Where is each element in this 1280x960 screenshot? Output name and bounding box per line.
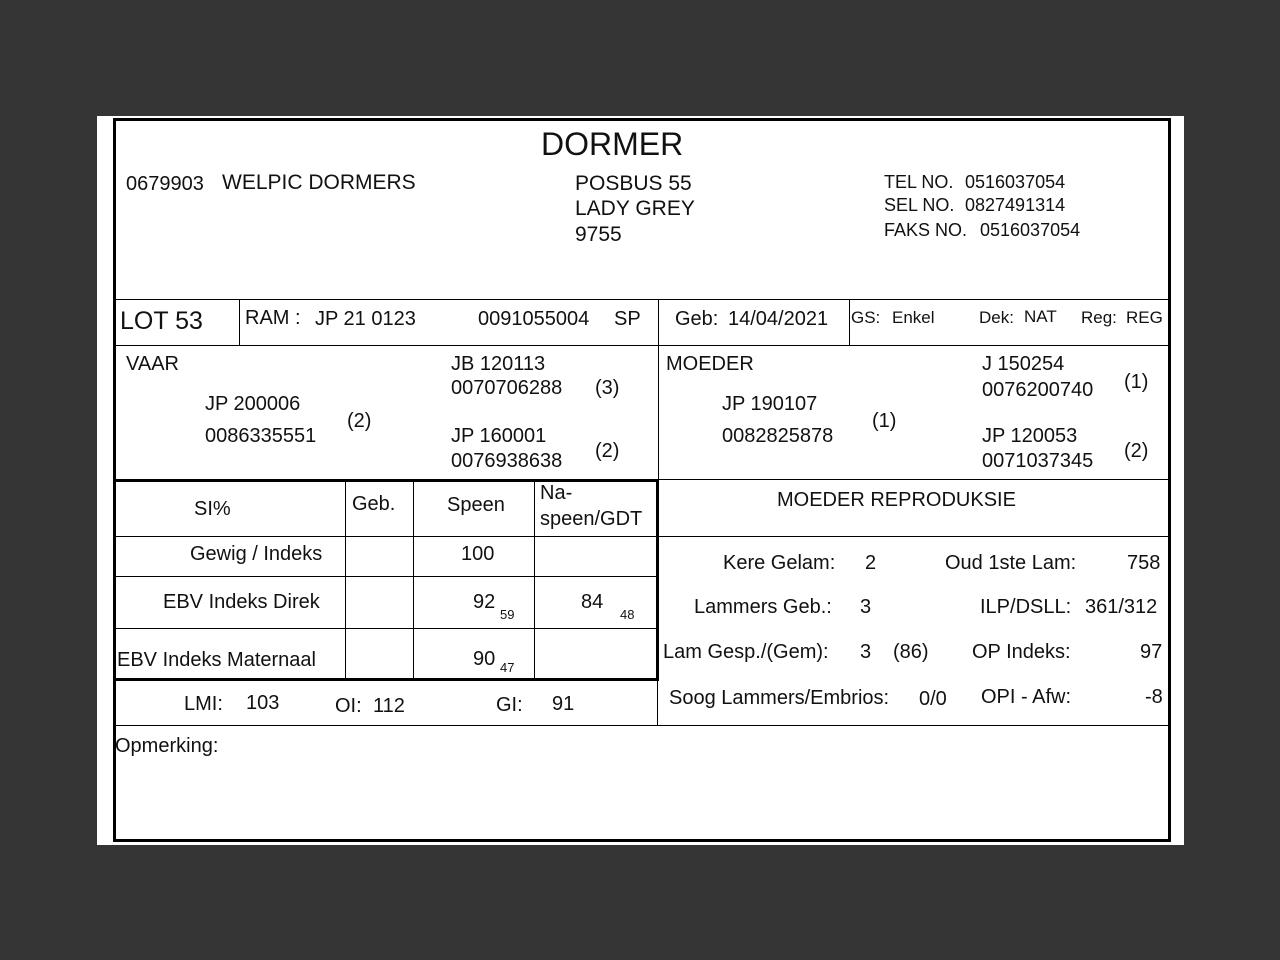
line-perf-right xyxy=(656,479,659,681)
sel-value: 0827491314 xyxy=(965,195,1066,215)
breeder-name: WELPIC DORMERS xyxy=(222,171,416,194)
row-ebv-maternaal-label: EBV Indeks Maternaal xyxy=(117,649,316,671)
ram-label: RAM : xyxy=(245,307,301,329)
vaar-label: VAAR xyxy=(126,353,179,375)
line-pedigree-bottom-right xyxy=(658,479,1171,480)
opi-afw-label: OPI - Afw: xyxy=(981,686,1072,708)
col-speen: Speen xyxy=(447,494,505,516)
row-gewig-indeks-label: Gewig / Indeks xyxy=(190,543,323,565)
row-ebv-direk-label: EBV Indeks Direk xyxy=(163,591,320,613)
line-perf-bottom xyxy=(113,725,1171,726)
address-line-1: POSBUS 55 xyxy=(575,172,692,195)
ilp-dsll-value: 361/312 xyxy=(1085,596,1158,618)
op-indeks-label: OP Indeks: xyxy=(972,641,1071,663)
vaar-id: JP 200006 xyxy=(205,393,301,415)
line-perf-row1 xyxy=(113,576,659,577)
oud-eerste-lam-label: Oud 1ste Lam: xyxy=(945,552,1077,574)
vaar-sire-registration: 0070706288 xyxy=(451,377,563,399)
gi-value: 91 xyxy=(552,693,575,715)
gs-label: GS: xyxy=(851,308,881,327)
vaar-sire-count: (3) xyxy=(595,377,620,399)
breed-title: DORMER xyxy=(541,126,684,162)
kere-gelam-value: 2 xyxy=(865,552,877,574)
tel-value: 0516037054 xyxy=(965,172,1066,192)
ilp-dsll-label: ILP/DSLL: xyxy=(980,596,1072,618)
moeder-dam-count: (2) xyxy=(1124,440,1149,462)
line-pedigree-mid xyxy=(658,345,659,479)
col-geb: Geb. xyxy=(352,493,396,515)
sel-label: SEL NO. xyxy=(884,195,955,215)
col-naspeen-line2: speen/GDT xyxy=(540,508,643,530)
lammers-geb-label: Lammers Geb.: xyxy=(694,596,832,618)
birth-date-label: Geb: xyxy=(675,308,719,330)
reg-value: REG xyxy=(1126,308,1163,327)
tel-label: TEL NO. xyxy=(884,172,954,192)
lam-gesp-value: 3 xyxy=(860,641,872,663)
opi-afw-value: -8 xyxy=(1145,686,1163,708)
line-perf-row3 xyxy=(113,678,659,681)
oud-eerste-lam-value: 758 xyxy=(1127,552,1161,574)
line-lot-v1 xyxy=(239,299,240,345)
line-perf-top xyxy=(113,479,659,482)
lmi-value: 103 xyxy=(246,692,280,714)
soog-lammers-value: 0/0 xyxy=(919,688,947,710)
faks-value: 0516037054 xyxy=(980,220,1081,240)
line-perf-v3 xyxy=(534,481,535,678)
dek-label: Dek: xyxy=(979,308,1014,327)
birth-date: 14/04/2021 xyxy=(728,308,829,330)
gi-label: GI: xyxy=(496,694,523,716)
row-ebv-direk-speen-accuracy: 59 xyxy=(500,607,515,622)
catalog-card xyxy=(97,116,1184,845)
moeder-dam-id: JP 120053 xyxy=(982,425,1078,447)
vaar-dam-registration: 0076938638 xyxy=(451,450,563,472)
row-gewig-speen: 100 xyxy=(461,543,495,565)
vaar-dam-count: (2) xyxy=(595,440,620,462)
moeder-count: (1) xyxy=(872,410,897,432)
line-perf-header-bottom xyxy=(113,536,1171,537)
repro-title: MOEDER REPRODUKSIE xyxy=(777,489,1016,511)
address-line-2: LADY GREY xyxy=(575,197,695,220)
line-perf-v2 xyxy=(413,481,414,678)
oi-value: 112 xyxy=(373,695,405,717)
moeder-label: MOEDER xyxy=(666,353,754,375)
address-line-3: 9755 xyxy=(575,223,622,246)
lammers-geb-value: 3 xyxy=(860,596,872,618)
row-ebv-direk-naspeen-accuracy: 48 xyxy=(620,607,635,622)
reg-label: Reg: xyxy=(1081,308,1117,327)
oi-label: OI: xyxy=(335,695,362,717)
gs-value: Enkel xyxy=(892,308,935,327)
vaar-registration: 0086335551 xyxy=(205,425,317,447)
lam-gesp-average: (86) xyxy=(893,641,929,663)
line-perf-row2 xyxy=(113,628,659,629)
breeder-number: 0679903 xyxy=(126,173,204,195)
ram-registration: 0091055004 xyxy=(478,308,590,330)
moeder-registration: 0082825878 xyxy=(722,425,834,447)
vaar-count: (2) xyxy=(347,410,372,432)
line-lot-v2 xyxy=(658,299,659,345)
vaar-sire-id: JB 120113 xyxy=(451,353,546,375)
faks-label: FAKS NO. xyxy=(884,220,968,240)
moeder-dam-registration: 0071037345 xyxy=(982,450,1094,472)
col-si-percent: SI% xyxy=(194,498,231,520)
moeder-sire-id: J 150254 xyxy=(982,353,1065,375)
moeder-sire-count: (1) xyxy=(1124,371,1149,393)
row-ebv-direk-speen: 92 xyxy=(473,591,496,613)
row-ebv-maternaal-speen: 90 xyxy=(473,648,496,670)
row-ebv-direk-naspeen: 84 xyxy=(581,591,604,613)
remarks-label: Opmerking: xyxy=(115,735,219,757)
line-lot-v3 xyxy=(849,299,850,345)
card-frame-bottom xyxy=(113,839,1171,842)
moeder-sire-registration: 0076200740 xyxy=(982,379,1094,401)
soog-lammers-label: Soog Lammers/Embrios: xyxy=(669,687,890,709)
dek-value: NAT xyxy=(1024,307,1057,326)
vaar-dam-id: JP 160001 xyxy=(451,425,547,447)
col-naspeen-line1: Na- xyxy=(540,482,573,504)
lmi-label: LMI: xyxy=(184,693,223,715)
lam-gesp-label: Lam Gesp./(Gem): xyxy=(663,641,829,663)
row-ebv-maternaal-speen-accuracy: 47 xyxy=(500,660,515,675)
lot-number: LOT 53 xyxy=(120,307,203,335)
ram-class: SP xyxy=(614,308,641,330)
moeder-id: JP 190107 xyxy=(722,393,818,415)
line-lot-bottom xyxy=(113,345,1171,346)
kere-gelam-label: Kere Gelam: xyxy=(723,552,836,574)
line-perf-v1 xyxy=(345,481,346,678)
line-lot-top xyxy=(113,299,1171,300)
ram-id: JP 21 0123 xyxy=(315,308,416,330)
op-indeks-value: 97 xyxy=(1140,641,1163,663)
line-repro-left xyxy=(657,678,658,725)
